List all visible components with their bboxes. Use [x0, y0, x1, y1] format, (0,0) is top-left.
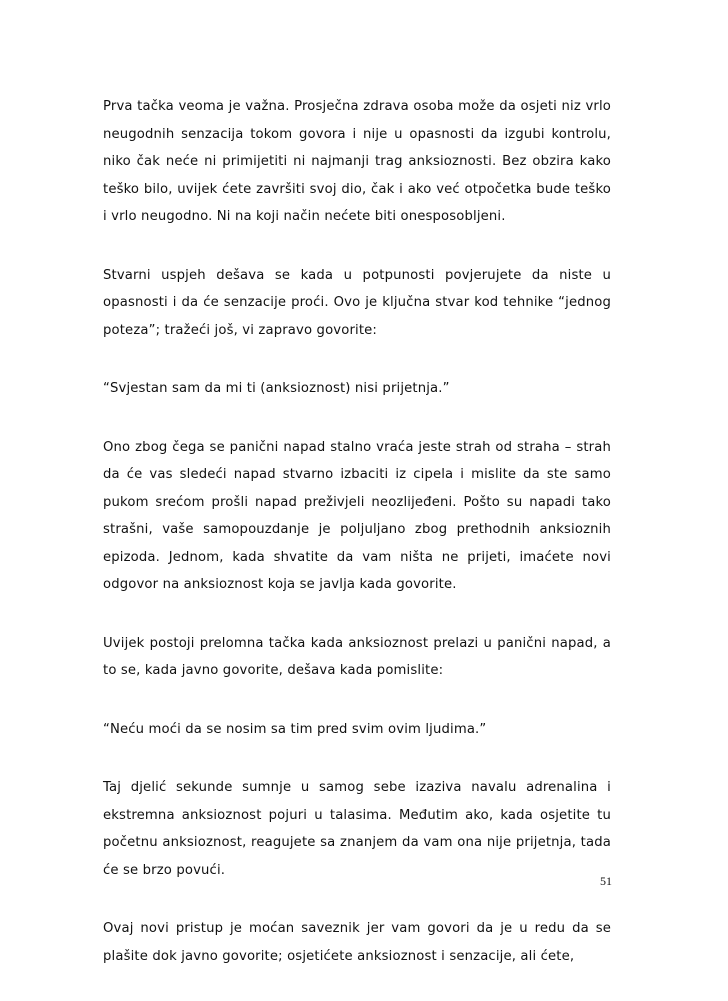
- paragraph-4: Ono zbog čega se panični napad stalno vraća jeste strah od straha – strah da će vas sledeći napad stvarno izbaciti iz cipela i mislite da ste samo pukom srećom prošli napad preživjeli neozlijeđeni. Pošto su napadi tako strašni, vaše samopouzdanje je poljuljano zbog prethodnih anksioznih epizoda. Jednom, kada shvatite da vam ništa ne prijeti, imaćete novi odgovor na anksioznost koja se javlja kada govorite.: [103, 439, 611, 592]
- paragraph-3-quote: “Svjestan sam da mi ti (anksioznost) nisi prijetnja.”: [103, 381, 450, 396]
- paragraph-2: Stvarni uspjeh dešava se kada u potpunosti povjerujete da niste u opasnosti i da će senzacije proći. Ovo je ključna stvar kod tehnike “jednog poteza”; tražeći još, vi zapravo govorite:: [103, 267, 611, 338]
- page-number: 51: [600, 874, 612, 888]
- page-body: [103, 93, 611, 1001]
- paragraph-5: Uvijek postoji prelomna tačka kada anksioznost prelazi u panični napad, a to se, kada javno govorite, dešava kada pomislite:: [103, 635, 611, 678]
- paragraph-6-quote: “Neću moći da se nosim sa tim pred svim ovim ljudima.”: [103, 721, 487, 737]
- paragraph-8: Ovaj novi pristup je moćan saveznik jer vam govori da je u redu da se plašite dok javno govorite; osjetićete anksioznost i senzacije, ali ćete,: [103, 921, 611, 964]
- paragraph-7: Taj djelić sekunde sumnje u samog sebe izaziva navalu adrenalina i ekstremna anksioznost pojuri u talasima. Međutim ako, kada osjetite tu početnu anksioznost, reagujete sa znanjem da vam ona nije prijetnja, tada će se brzo povući.: [103, 780, 611, 878]
- paragraph-1: Prva tačka veoma je važna. Prosječna zdrava osoba može da osjeti niz vrlo neugodnih senzacija tokom govora i nije u opasnosti da izgubi kontrolu, niko čak neće ni primijetiti ni najmanji trag anksioznosti. Bez obzira kako teško bilo, uvijek ćete završiti svoj dio, čak i ako već otpočetka bude teško i vrlo neugodno. Ni na koji način nećete biti onesposobljeni.: [103, 99, 611, 224]
